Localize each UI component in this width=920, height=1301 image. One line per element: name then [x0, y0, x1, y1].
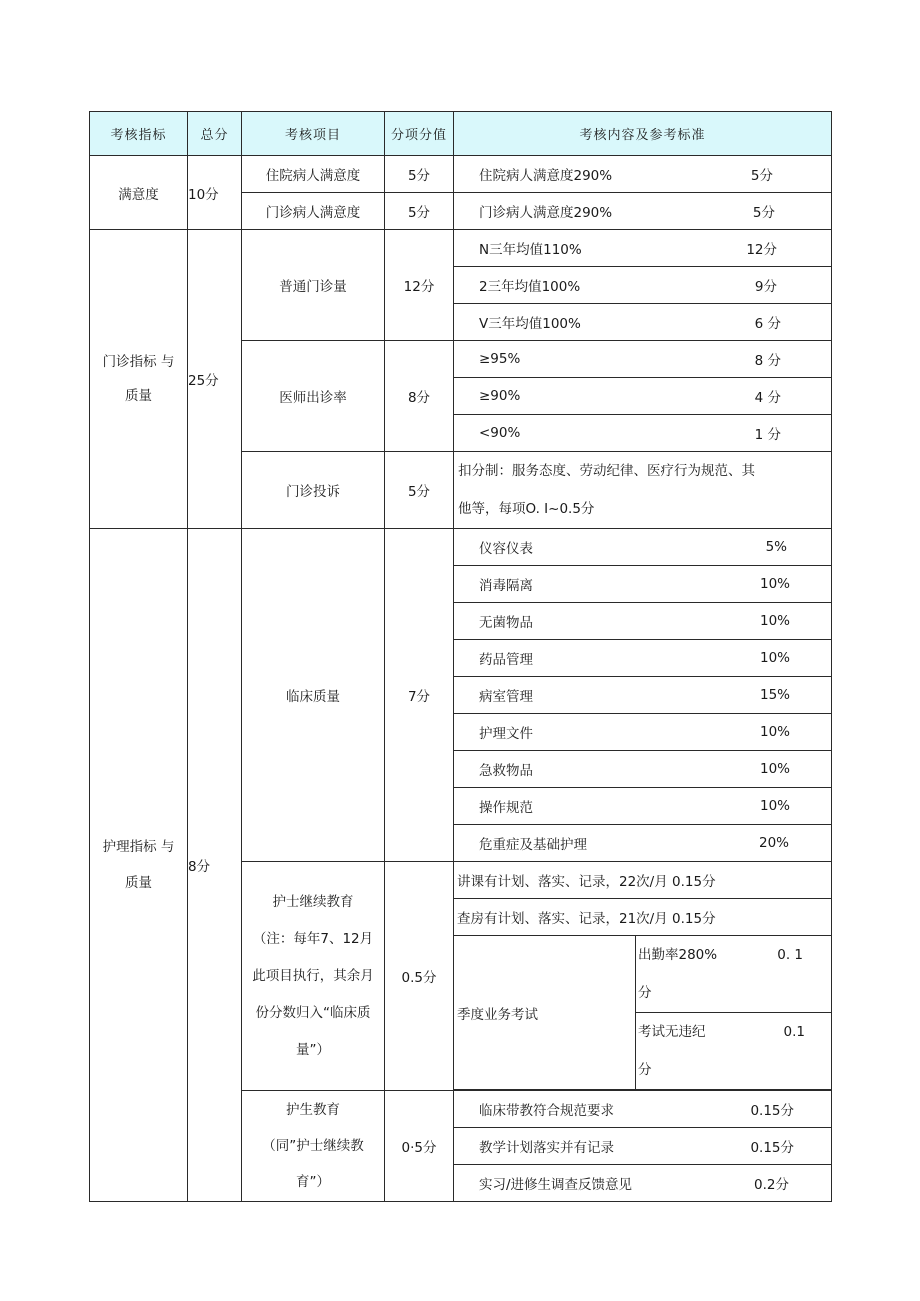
indicator-nursing: 护理指标 与 质量	[90, 529, 188, 1202]
header-indicator: 考核指标	[90, 112, 188, 156]
header-row	[90, 112, 832, 156]
total-outpatient: 25分	[188, 230, 242, 529]
criteria-text: 住院病人满意度290%	[479, 168, 613, 184]
score-cell: 5分	[385, 452, 454, 529]
assessment-table	[89, 111, 832, 1202]
criteria-cell: 药品管理 10%	[454, 640, 832, 677]
header-total: 总分	[188, 112, 242, 156]
total-satisfaction: 10分	[188, 156, 242, 230]
criteria-cell: 查房有计划、落实、记录，21次/月 0.15分	[454, 899, 832, 936]
criteria-cell: 考试无违纪 0.1 分	[636, 1013, 832, 1090]
criteria-cell: V三年均值100% 6 分	[454, 304, 832, 341]
criteria-cell: 临床带教符合规范要求 0.15分	[454, 1091, 832, 1128]
score-cell: 0.5分	[385, 862, 454, 1091]
criteria-cell: 危重症及基础护理 20%	[454, 825, 832, 862]
table-row	[90, 230, 832, 267]
criteria-cell: 急救物品 10%	[454, 751, 832, 788]
score-cell: 8分	[385, 341, 454, 452]
item-cell: 门诊投诉	[242, 452, 385, 529]
criteria-cell: 病室管理 15%	[454, 677, 832, 714]
criteria-cell: 教学计划落实并有记录 0.15分	[454, 1128, 832, 1165]
criteria-points: 5分	[750, 168, 774, 184]
criteria-cell: ≥90% 4 分	[454, 378, 832, 415]
criteria-cell: 实习/进修生调查反馈意见 0.2分	[454, 1165, 832, 1202]
header-criteria: 考核内容及参考标准	[454, 112, 832, 156]
criteria-cell: N三年均值110% 12分	[454, 230, 832, 267]
item-cell: 医师出诊率	[242, 341, 385, 452]
score-cell: 7分	[385, 529, 454, 862]
criteria-cell: 操作规范 10%	[454, 788, 832, 825]
criteria-cell: 扣分制：服务态度、劳动纪律、医疗行为规范、其 他等，每项O. I~0.5分	[454, 452, 832, 529]
indicator-satisfaction: 满意度	[90, 156, 188, 230]
item-cell-student-education: 护生教育 （同”护士继续教 育”）	[242, 1091, 385, 1202]
criteria-text: 门诊病人满意度290%	[479, 205, 613, 221]
item-cell: 临床质量	[242, 529, 385, 862]
score-cell: 5分	[385, 156, 454, 193]
item-cell: 住院病人满意度	[242, 156, 385, 193]
exam-label: 季度业务考试	[454, 936, 636, 1090]
criteria-cell: 讲课有计划、落实、记录，22次/月 0.15分	[454, 862, 832, 899]
criteria-cell: 仪容仪表 5%	[454, 529, 832, 566]
item-cell: 普通门诊量	[242, 230, 385, 341]
table-row	[90, 156, 832, 193]
criteria-cell: 无菌物品 10%	[454, 603, 832, 640]
indicator-outpatient: 门诊指标 与 质量	[90, 230, 188, 529]
score-cell: 12分	[385, 230, 454, 341]
header-item: 考核项目	[242, 112, 385, 156]
criteria-cell: 护理文件 10%	[454, 714, 832, 751]
table-row	[90, 529, 832, 566]
total-nursing: 8分	[188, 529, 242, 1202]
score-cell: 0·5分	[385, 1091, 454, 1202]
criteria-points: 5分	[752, 205, 776, 221]
item-cell: 门诊病人满意度	[242, 193, 385, 230]
criteria-cell	[454, 156, 832, 193]
criteria-cell: ≥95% 8 分	[454, 341, 832, 378]
criteria-cell	[454, 193, 832, 230]
criteria-cell: 出勤率280% 0. 1 分	[636, 936, 832, 1013]
score-cell: 5分	[385, 193, 454, 230]
criteria-cell: <90% 1 分	[454, 415, 832, 452]
item-cell-nurse-education: 护士继续教育 （注：每年7、12月 此项目执行，其余月 份分数归入“临床质 量”）	[242, 862, 385, 1091]
criteria-cell: 消毒隔离 10%	[454, 566, 832, 603]
criteria-cell: 2三年均值100% 9分	[454, 267, 832, 304]
header-item-score: 分项分值	[385, 112, 454, 156]
